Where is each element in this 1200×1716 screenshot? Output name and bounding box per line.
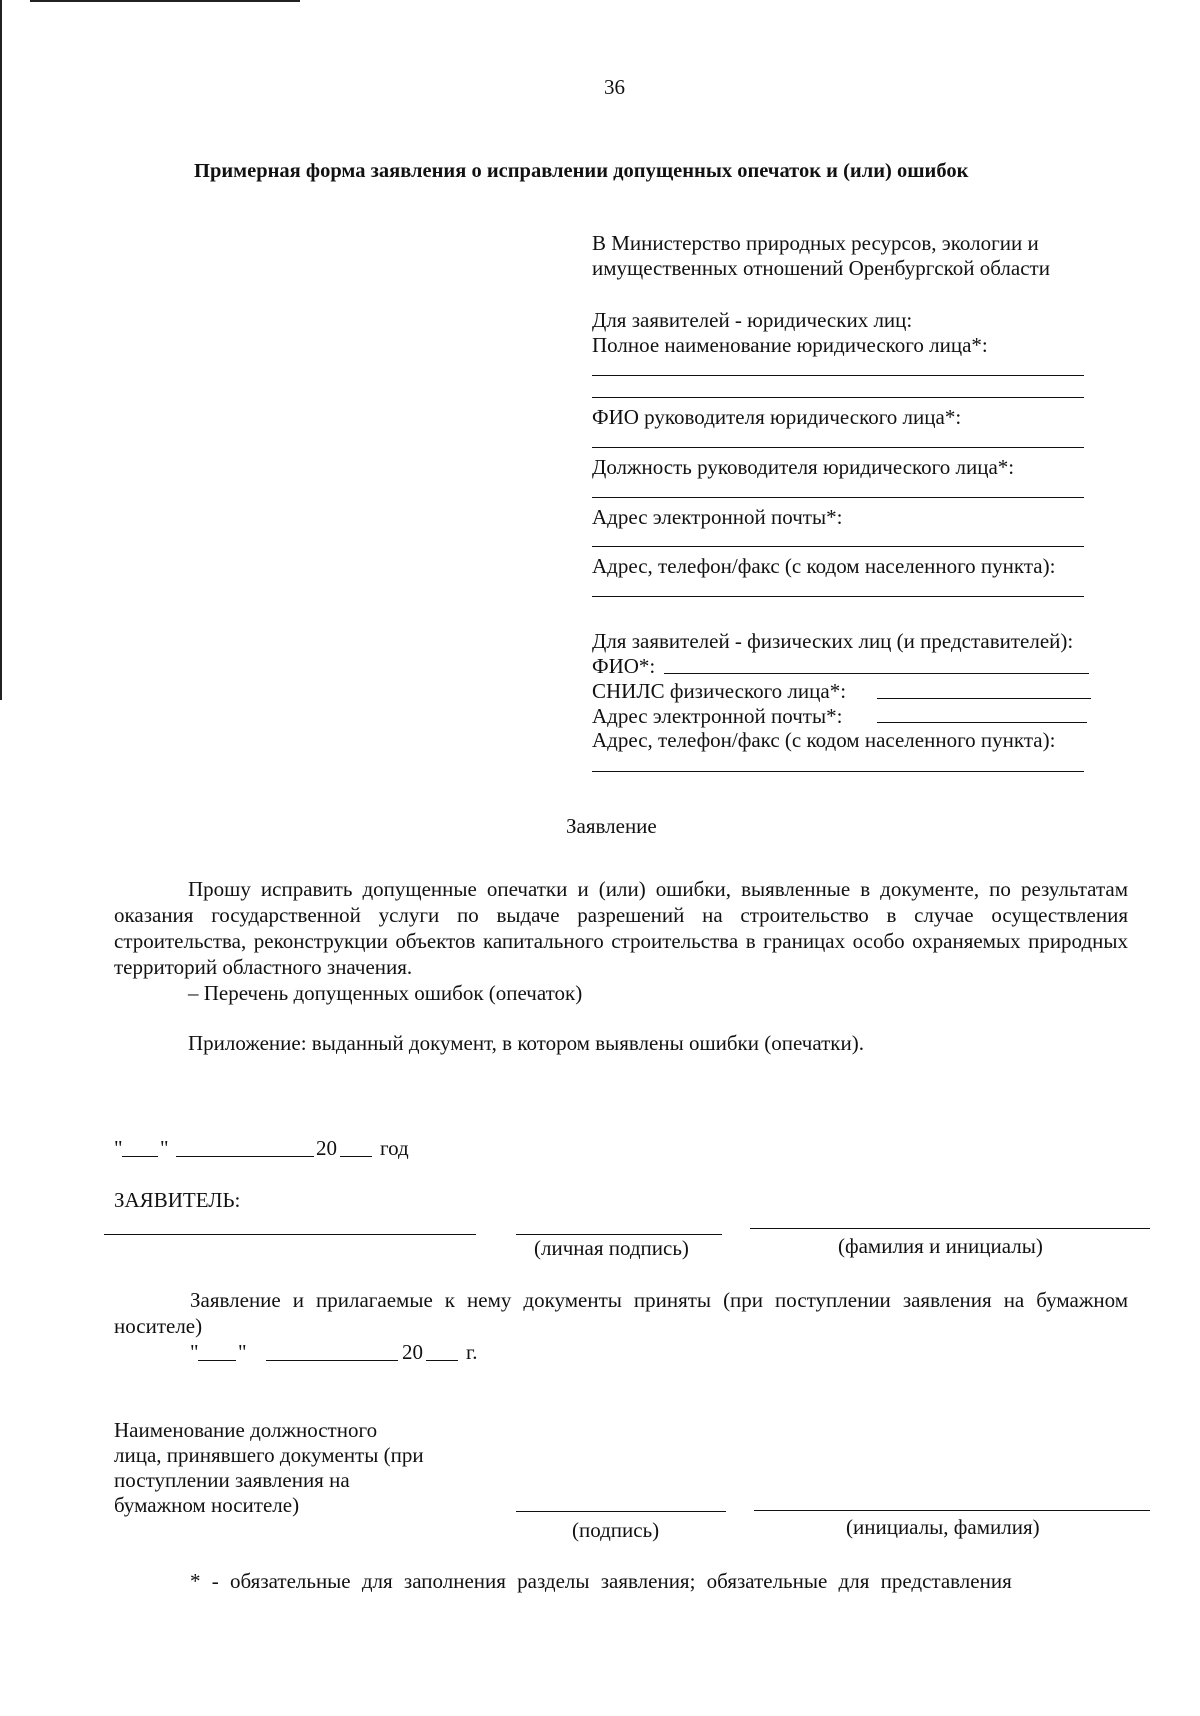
legal-full-name-label: Полное наименование юридического лица*: [592,333,988,357]
footnote: * - обязательные для заполнения разделы заявления; обязательные для представления [190,1569,1012,1593]
individual-fio-label: ФИО*: [592,654,656,678]
statement-body: Прошу исправить допущенные опечатки и (или) ошибки, выявленные в документе, по результатам оказания государственной услуги по выдаче разрешений на строительство в случае осуществления строительства, реконструкции объектов капитального строительства в границах особо охраняемых природных территорий областного значения. [114,877,1128,979]
legal-full-name-field-1[interactable] [592,375,1084,376]
date-month-field[interactable] [176,1156,314,1157]
applicant-signature-caption: (личная подпись) [534,1236,689,1260]
applicant-name-caption: (фамилия и инициалы) [838,1234,1043,1258]
scan-edge-left [0,0,2,700]
individual-snils-label: СНИЛС физического лица*: [592,679,847,703]
date-quote-close: " [160,1136,169,1160]
scan-edge-top [30,0,300,2]
individual-email-field[interactable] [877,722,1087,723]
acceptance-quote-open: " [190,1340,199,1364]
date-year-prefix: 20 [316,1136,337,1160]
legal-head-name-field[interactable] [592,447,1084,448]
individual-address-label: Адрес, телефон/факс (с кодом населенного пункта): [592,728,1056,752]
legal-head-position-field[interactable] [592,497,1084,498]
date-quote-open: " [114,1136,123,1160]
applicant-label: ЗАЯВИТЕЛЬ: [114,1188,241,1212]
legal-email-field[interactable] [592,546,1084,547]
date-year-field[interactable] [340,1156,372,1157]
page-title: Примерная форма заявления о исправлении допущенных опечаток и (или) ошибок [194,160,969,182]
acceptance-year-field[interactable] [426,1360,458,1361]
official-signature-field[interactable] [516,1511,726,1512]
addressee-line-2: имущественных отношений Оренбургской области [592,256,1050,280]
legal-full-name-field-2[interactable] [592,397,1084,398]
individual-heading: Для заявителей - физических лиц (и представителей): [592,629,1074,653]
official-line-3: поступлении заявления на [114,1468,350,1492]
acceptance-month-field[interactable] [266,1360,398,1361]
individual-snils-field[interactable] [877,698,1091,699]
legal-head-name-label: ФИО руководителя юридического лица*: [592,405,962,429]
statement-attachment: Приложение: выданный документ, в котором выявлены ошибки (опечатки). [188,1031,864,1055]
legal-heading: Для заявителей - юридических лиц: [592,308,913,332]
official-line-2: лица, принявшего документы (при [114,1443,424,1467]
official-signature-caption: (подпись) [572,1518,660,1542]
individual-fio-field[interactable] [664,673,1089,674]
legal-address-label: Адрес, телефон/факс (с кодом населенного пункта): [592,554,1056,578]
legal-address-field[interactable] [592,596,1084,597]
statement-errors-list: – Перечень допущенных ошибок (опечаток) [188,981,583,1005]
acceptance-quote-close: " [238,1340,247,1364]
acceptance-day-field[interactable] [198,1360,236,1361]
applicant-name-field[interactable] [104,1234,476,1235]
legal-email-label: Адрес электронной почты*: [592,505,843,529]
official-line-1: Наименование должностного [114,1418,378,1442]
individual-address-field[interactable] [592,771,1084,772]
date-day-field[interactable] [122,1156,158,1157]
date-year-suffix: год [380,1136,409,1160]
legal-head-position-label: Должность руководителя юридического лица*: [592,455,1015,479]
addressee-line-1: В Министерство природных ресурсов, экологии и [592,231,1039,255]
page-number: 36 [604,75,625,99]
official-name-field[interactable] [754,1510,1150,1511]
acceptance-year-prefix: 20 [402,1340,423,1364]
individual-email-label: Адрес электронной почты*: [592,704,843,728]
official-line-4: бумажном носителе) [114,1493,300,1517]
statement-heading: Заявление [566,814,657,838]
applicant-fullname-field[interactable] [750,1228,1150,1229]
official-name-caption: (инициалы, фамилия) [846,1515,1040,1539]
acceptance-text: Заявление и прилагаемые к нему документы приняты (при поступлении заявления на бумажном носителе) [114,1288,1128,1338]
acceptance-year-suffix: г. [466,1340,478,1364]
